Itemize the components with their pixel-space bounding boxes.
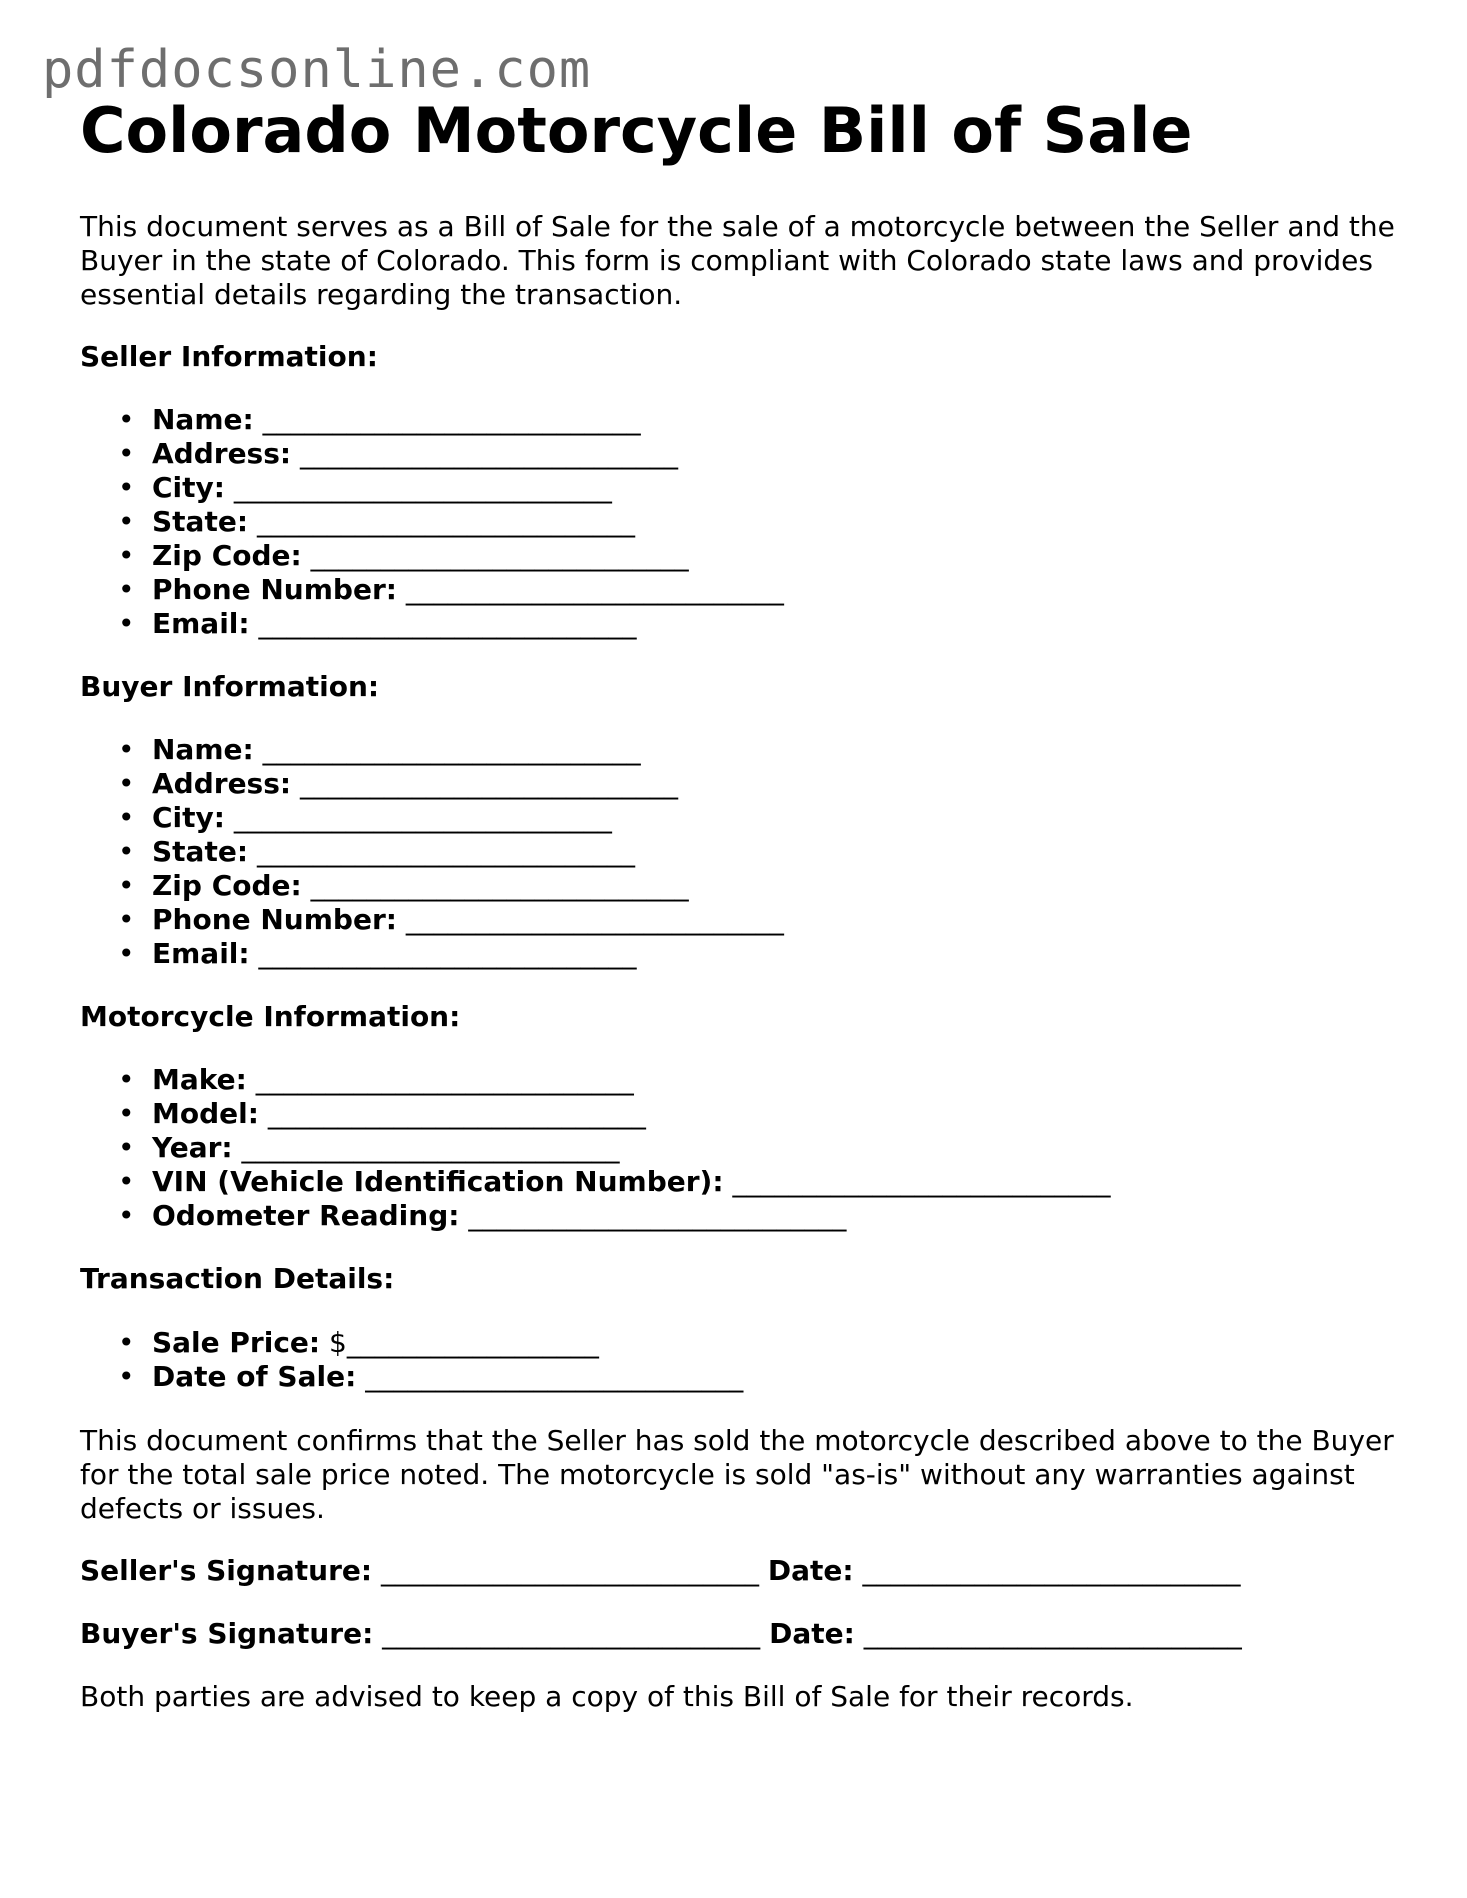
- field-label: Address:: [152, 437, 292, 470]
- seller-date-blank[interactable]: ___________________________: [862, 1554, 1241, 1587]
- motorcycle-heading: Motorcycle Information:: [80, 1000, 461, 1033]
- field-label: Email:: [152, 937, 250, 970]
- field-label: Address:: [152, 767, 292, 800]
- buyer-city-field[interactable]: [80, 801, 784, 835]
- field-label: VIN (Vehicle Identification Number):: [152, 1165, 724, 1198]
- field-label: Email:: [152, 607, 250, 640]
- buyer-date-label: Date:: [769, 1617, 855, 1650]
- field-blank[interactable]: ___________________________: [256, 505, 635, 538]
- field-blank[interactable]: ___________________________: [256, 835, 635, 868]
- motorcycle-make-field[interactable]: [80, 1063, 1110, 1097]
- watermark-text: pdfdocsonline.com: [42, 40, 592, 100]
- field-label: City:: [152, 471, 225, 504]
- motorcycle-field-list: [80, 1063, 1110, 1233]
- field-label: Odometer Reading:: [152, 1199, 460, 1232]
- buyer-signature-blank[interactable]: ___________________________: [382, 1617, 761, 1650]
- field-label: Make:: [152, 1063, 247, 1096]
- seller-address-field[interactable]: [80, 437, 784, 471]
- field-blank[interactable]: ___________________________: [405, 573, 784, 606]
- buyer-email-field[interactable]: [80, 937, 784, 971]
- field-blank[interactable]: ___________________________: [258, 607, 637, 640]
- buyer-heading: Buyer Information:: [80, 670, 380, 703]
- buyer-date-blank[interactable]: ___________________________: [863, 1617, 1242, 1650]
- transaction-field-list: [80, 1326, 743, 1394]
- motorcycle-year-field[interactable]: [80, 1131, 1110, 1165]
- field-blank[interactable]: ___________________________: [241, 1131, 620, 1164]
- seller-heading: Seller Information:: [80, 340, 378, 373]
- buyer-name-field[interactable]: [80, 733, 784, 767]
- field-blank[interactable]: ___________________________: [732, 1165, 1111, 1198]
- buyer-address-field[interactable]: [80, 767, 784, 801]
- seller-city-field[interactable]: [80, 471, 784, 505]
- buyer-phone-field[interactable]: [80, 903, 784, 937]
- motorcycle-vin-field[interactable]: [80, 1165, 1110, 1199]
- field-label: Sale Price:: [152, 1326, 321, 1359]
- field-blank[interactable]: ___________________________: [365, 1360, 744, 1393]
- seller-name-field[interactable]: [80, 403, 784, 437]
- field-blank[interactable]: ___________________________: [262, 733, 641, 766]
- transaction-heading: Transaction Details:: [80, 1262, 395, 1295]
- buyer-state-field[interactable]: [80, 835, 784, 869]
- seller-signature-blank[interactable]: ___________________________: [381, 1554, 759, 1587]
- field-blank[interactable]: $__________________: [329, 1326, 599, 1359]
- seller-zip-field[interactable]: [80, 539, 784, 573]
- field-label: Zip Code:: [152, 869, 302, 902]
- field-blank[interactable]: ___________________________: [310, 869, 689, 902]
- field-blank[interactable]: ___________________________: [405, 903, 784, 936]
- field-label: State:: [152, 505, 249, 538]
- seller-email-field[interactable]: [80, 607, 784, 641]
- page-title: Colorado Motorcycle Bill of Sale: [80, 94, 1193, 167]
- field-blank[interactable]: ___________________________: [300, 767, 678, 800]
- field-label: Name:: [152, 733, 254, 766]
- field-blank[interactable]: ___________________________: [267, 1097, 646, 1130]
- field-label: Year:: [152, 1131, 233, 1164]
- field-label: Name:: [152, 403, 254, 436]
- buyer-signature-row: [80, 1617, 1242, 1651]
- field-label: Model:: [152, 1097, 259, 1130]
- field-blank[interactable]: ___________________________: [255, 1063, 634, 1096]
- motorcycle-model-field[interactable]: [80, 1097, 1110, 1131]
- buyer-signature-label: Buyer's Signature:: [80, 1617, 374, 1650]
- field-label: State:: [152, 835, 249, 868]
- field-blank[interactable]: ___________________________: [233, 471, 612, 504]
- field-blank[interactable]: ___________________________: [310, 539, 689, 572]
- buyer-zip-field[interactable]: [80, 869, 784, 903]
- field-blank[interactable]: ___________________________: [258, 937, 637, 970]
- field-label: City:: [152, 801, 225, 834]
- confirmation-paragraph: This document confirms that the Seller has sold the motorcycle described above to the Buyer for the total sale price noted. The motorcycle is sold "as-is" without any warranties against defects or issues.: [80, 1424, 1394, 1525]
- date-of-sale-field[interactable]: [80, 1360, 743, 1394]
- buyer-field-list: [80, 733, 784, 971]
- seller-signature-label: Seller's Signature:: [80, 1554, 373, 1587]
- field-blank[interactable]: ___________________________: [300, 437, 678, 470]
- intro-paragraph: This document serves as a Bill of Sale for the sale of a motorcycle between the Seller and the Buyer in the state of Colorado. This form is compliant with Colorado state laws and provides essential details regarding the transaction.: [80, 210, 1395, 311]
- seller-phone-field[interactable]: [80, 573, 784, 607]
- field-label: Zip Code:: [152, 539, 302, 572]
- motorcycle-odometer-field[interactable]: [80, 1199, 1110, 1233]
- field-label: Phone Number:: [152, 903, 397, 936]
- closing-paragraph: Both parties are advised to keep a copy of this Bill of Sale for their records.: [80, 1680, 1134, 1713]
- seller-signature-row: [80, 1554, 1241, 1588]
- field-blank[interactable]: ___________________________: [468, 1199, 847, 1232]
- field-label: Date of Sale:: [152, 1360, 357, 1393]
- field-blank[interactable]: ___________________________: [233, 801, 612, 834]
- field-blank[interactable]: ___________________________: [262, 403, 641, 436]
- seller-field-list: [80, 403, 784, 641]
- field-label: Phone Number:: [152, 573, 397, 606]
- seller-date-label: Date:: [767, 1554, 854, 1587]
- sale-price-field[interactable]: [80, 1326, 743, 1360]
- seller-state-field[interactable]: [80, 505, 784, 539]
